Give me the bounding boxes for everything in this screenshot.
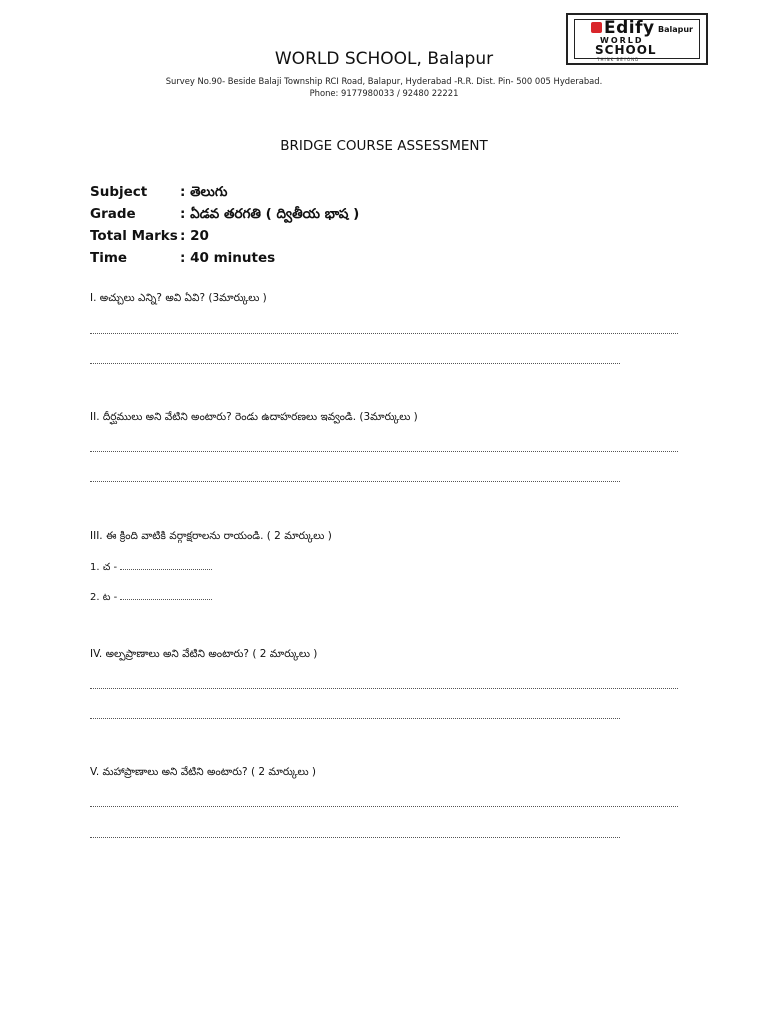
meta-label: Total Marks (90, 228, 178, 244)
sub-item-1 (90, 561, 212, 575)
sub-item-label: 1. చ - (90, 562, 118, 573)
answer-line[interactable] (90, 333, 678, 334)
meta-label: Subject (90, 184, 148, 200)
meta-value: : 40 minutes (180, 250, 276, 266)
logo-world: WORLD (600, 36, 644, 45)
answer-line[interactable] (90, 451, 678, 452)
question-2: II. దీర్ఘములు అని వేటిని అంటారు? రెండు ఉదాహరణలు ఇవ్వండి. (3మార్కులు ) (90, 411, 418, 423)
sub-item-label: 2. ట - (90, 592, 118, 603)
answer-line[interactable] (90, 688, 678, 689)
question-4: IV. అల్పప్రాణాలు అని వేటిని అంటారు? ( 2 మార్కులు ) (90, 648, 318, 660)
answer-line[interactable] (90, 363, 620, 364)
logo-mark-icon (591, 22, 602, 33)
logo-school: SCHOOL (595, 43, 657, 57)
meta-subject (90, 181, 359, 203)
page-title: BRIDGE COURSE ASSESSMENT (280, 138, 488, 154)
answer-line[interactable] (90, 837, 620, 838)
meta-value: : ఏడవ తరగతి ( ద్వితీయ భాష ) (180, 206, 360, 222)
meta-time (90, 247, 359, 269)
school-address: Survey No.90- Beside Balaji Township RCI Road, Balapur, Hyderabad -R.R. Dist. Pin- 500 005 Hyderabad. (165, 76, 603, 86)
answer-line[interactable] (90, 806, 678, 807)
meta-value: : 20 (180, 228, 209, 244)
meta-label: Time (90, 250, 128, 266)
answer-line[interactable] (90, 481, 620, 482)
logo-tagline: THINK BEYOND (597, 57, 640, 62)
sub-item-2 (90, 591, 212, 605)
assessment-meta (90, 181, 359, 269)
meta-label: Grade (90, 206, 136, 222)
logo-place: Balapur (658, 25, 694, 34)
meta-grade (90, 203, 359, 225)
question-5: V. మహాప్రాణాలు అని వేటిని అంటారు? ( 2 మార్కులు ) (90, 766, 317, 778)
question-1: I. అచ్చులు ఎన్ని? అవి ఏవి? (3మార్కులు ) (90, 292, 267, 304)
meta-value: : తెలుగు (180, 184, 228, 200)
logo-brand: Edify (604, 18, 655, 38)
answer-blank[interactable] (120, 599, 212, 600)
school-phone: Phone: 9177980033 / 92480 22221 (309, 88, 459, 98)
answer-line[interactable] (90, 718, 620, 719)
answer-blank[interactable] (120, 569, 212, 570)
meta-total-marks (90, 225, 359, 247)
school-name: WORLD SCHOOL, Balapur (274, 49, 494, 69)
question-3: III. ఈ క్రింది వాటికి వర్గాక్షరాలను రాయండి. ( 2 మార్కులు ) (90, 530, 332, 542)
